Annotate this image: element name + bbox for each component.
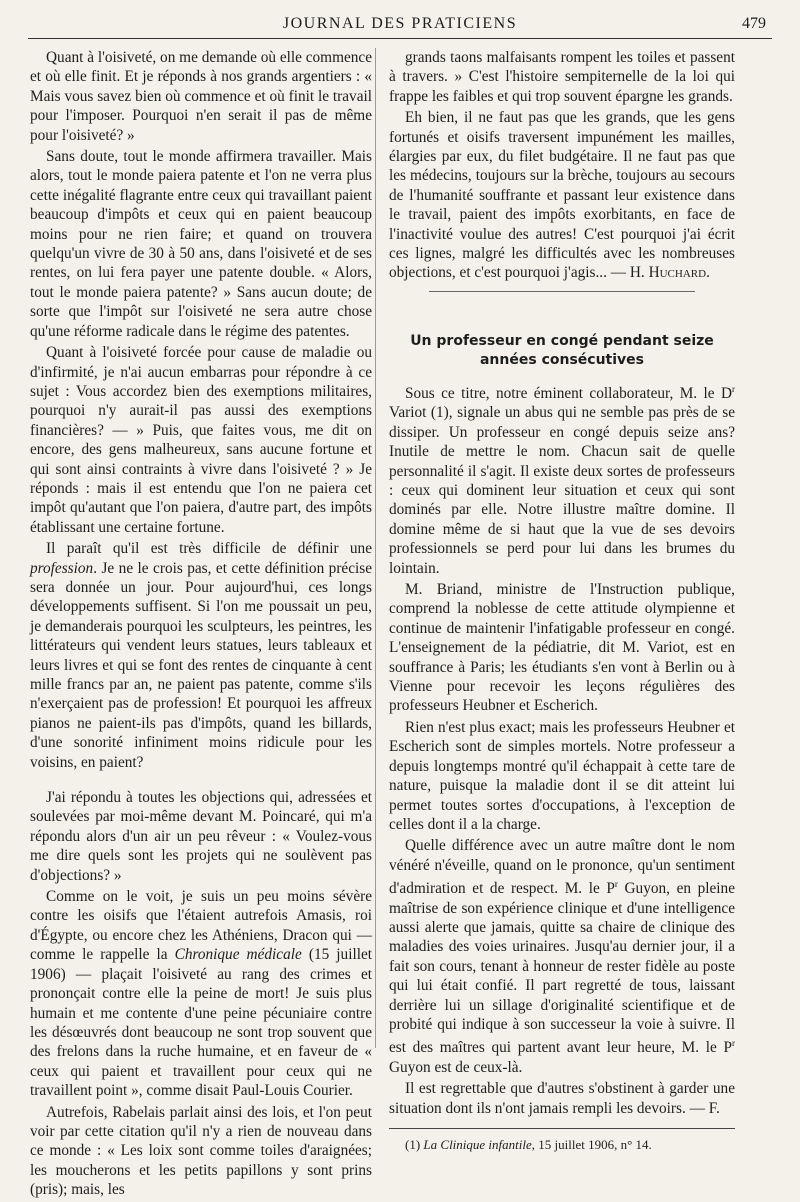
footnote bbox=[389, 1137, 735, 1153]
paragraph: Quant à l'oisiveté forcée pour cause de maladie ou d'infirmité, je n'ai aucun embarras pour répondre à ce sujet : Vous accordez bien des exemptions militaires, pourquoi n'y aurait-il pas aussi des exemptions financières? — » Puis, que faites vous, me dit on encore, des gens malheureux, sans aucune fortune et qui sont ainsi contraints à vivre dans l'oisiveté ? » Je réponds : mais il est entendu que l'on ne paiera cet impôt qu'autant que l'on paiera, d'autre part, des impôts établissant une certaine fortune. bbox=[30, 344, 372, 536]
text-run: Guyon est de ceux-là. bbox=[389, 1058, 523, 1076]
paragraph: Rien n'est plus exact; mais les professeurs Heubner et Escherich sont de simples mortels. Notre professeur a depuis longtemps montré qu'il échappait à cette tare de nature, puisque la maladie dont il se dit atteint lui permet toutes sortes d'occupations, à l'exception de celles dont il a la charge. bbox=[389, 718, 735, 833]
journal-title: JOURNAL DES PRATICIENS bbox=[282, 15, 518, 32]
paragraph bbox=[389, 108, 735, 283]
paragraph: Quant à l'oisiveté, on me demande où elle commence et où elle finit. Et je réponds à nos grands argentiers : « Mais vous savez bien où commence et où finit le travail pour l'imposer. Pourquoi n'en serait il pas de même pour l'oisiveté? » bbox=[30, 49, 372, 144]
text-run: , 15 juillet 1906, n° 14. bbox=[531, 1137, 652, 1153]
text-run: Comme on le voit, je suis un peu moins sévère contre les oisifs que l'étaient autrefois Amasis, roi d'Égypte, ou encore chez les Athéniens, Dracon qui — comme le rappelle la bbox=[30, 888, 372, 964]
footnote-rule bbox=[389, 1128, 735, 1129]
section-title: Un professeur en congé pendant seize années consécutives bbox=[410, 332, 714, 368]
left-column bbox=[30, 48, 372, 1202]
text-run: (15 juillet 1906) — plaçait l'oisiveté au rang des crimes et prononçait contre elle la peine de mort! Je suis plus humain et me contente d'une peine pécuniaire contre les désœuvrés dont beaucoup ne sont trop souvent que des frelons dans la ruche humaine, et en faveur de « ceux qui paient et travaillent pour ceux qui ne travaillent point », comme disait Paul-Louis Courier. bbox=[30, 946, 372, 1100]
superscript: r bbox=[732, 1038, 735, 1049]
paragraph bbox=[389, 836, 735, 1077]
text-run: . Je ne le crois pas, et cette définition précise sera donnée un jour. Pour aujourd'hui, ces longs développements suffisent. Si l'on me poussait un peu, je demanderais pourquoi les sculpteurs, les peintres, les littérateurs qui vendent leurs statues, leurs tableaux et leurs livres et qui se font des rentes de cinquante à cent mille francs par an, ne paient pas patente, comme s'ils n'exerçaient pas de profession! Et pourquoi les affreux pianos ne paient-ils pas d'impôts, quand les billards, d'une sonorité infiniment moins ridicule pour les voisins, en paient? bbox=[30, 559, 372, 771]
text-run: Variot (1), signale un abus qui ne semble pas près de se dissiper. Un professeur en congé depuis seize ans? Inutile de mettre le nom. Chacun sait de quelle personnalité il s'agit. Il existe deux sortes de professeurs : ceux qui dominent leur situation et ceux qui sont dominés par elle. Notre illustre maître domine. Il domine même de si haut que la vue de ses devoirs professionnels se perd pour lui dans les brumes du lointain. bbox=[389, 404, 735, 577]
paragraph: grands taons malfaisants rompent les toiles et passent à travers. » C'est l'histoire sempiternelle de la loi qui frappe les faibles et qui trop souvent épargne les grands. bbox=[389, 49, 735, 105]
text-run: Eh bien, il ne faut pas que les grands, que les gens fortunés et oisifs traversent impunément les mailles, élargies par eux, du filet budgétaire. Il ne faut pas que les médecins, toujours sur la brèche, toujours au secours de l'humanité souffrante et passant leur existence dans le travail, paient des impôts exorbitants, en face de l'inactivité voulue des autres! C'est pourquoi j'ai écrit ces lignes, malgré les difficultés avec les nombreuses objections, et c'est pourquoi j'agis... — bbox=[389, 109, 735, 282]
paragraph bbox=[30, 887, 372, 1100]
emphasis: La Clinique infantile bbox=[423, 1137, 532, 1153]
paragraph: J'ai répondu à toutes les objections qui, adressées et soulevées par moi-même devant M. Poincaré, qui m'a répondu alors d'un air un peu rêveur : « Voulez-vous me dire quels sont les projets qui ne soulèvent pas d'objections? » bbox=[30, 789, 372, 884]
text-run: Il paraît qu'il est très difficile de définir une bbox=[46, 540, 372, 558]
author-signature: H. Huchard. bbox=[629, 264, 710, 282]
superscript: r bbox=[732, 383, 735, 394]
text-run: Guyon, en pleine maîtrise de son expérience clinique et d'une intelligence aussi alerte que jamais, quitte sa chaire de clinique des maladies des voies urinaires. Jusqu'au dernier jour, il a fait son cours, tenant à honneur de rester fidèle au poste qui lui était confié. Il part regretté de tous, laissant derrière lui un sillage d'originalité scientifique et de probité qui indique à son successeur la voie à suivre. Il est des maîtres qui partent avant leur heure, M. le P bbox=[389, 880, 735, 1057]
text-run: (1) bbox=[405, 1137, 424, 1153]
text-run: Quelle différence avec un autre maître dont le nom vénéré n'éveille, quand on le prononce, qu'un sentiment d'admiration et de respect. M. le P bbox=[389, 837, 735, 898]
paragraph: Autrefois, Rabelais parlait ainsi des lois, et l'on peut voir par cette citation qu'il n'y a rien de nouveau dans ce monde : « Les loix sont comme toiles d'araignées; les moucherons et les petits papillons y sont prins (pris); mais, les bbox=[30, 1103, 372, 1199]
paragraph: M. Briand, ministre de l'Instruction publique, comprend la noblesse de cette attitude olympienne et continue de maintenir l'infatigable professeur en congé. L'enseignement de la pédiatrie, dit M. Variot, est en souffrance à Paris; les étudiants s'en vont à Berlin ou à Vienne pour recevoir les leçons régulières des professeurs Heubner et Escherich. bbox=[389, 581, 735, 715]
section-separator bbox=[429, 291, 695, 292]
text-run: Sous ce titre, notre éminent collaborateur, M. le D bbox=[405, 384, 732, 402]
right-column bbox=[389, 48, 735, 1155]
column-divider bbox=[375, 48, 376, 1048]
running-header bbox=[28, 10, 772, 39]
paragraph bbox=[30, 539, 372, 772]
paragraph bbox=[389, 380, 735, 578]
emphasis: profession bbox=[30, 559, 94, 577]
superscript: r bbox=[614, 879, 618, 890]
page-number: 479 bbox=[742, 15, 766, 32]
paragraph: Sans doute, tout le monde affirmera travailler. Mais alors, tout le monde paiera patente et l'on ne verra plus cette inégalité flagrante entre ceux qui travaillant paient beaucoup d'impôts et ceux qui en paient beaucoup moins pour ne rien faire; et quand on trouvera quelqu'un vivre de 30 à 50 ans, dans l'oisiveté et de ses rentes, on lui fera payer une patente double. « Alors, tout le monde paiera patente? » Sans aucun doute; de sorte que l'impôt sur l'oisiveté ne sera autre chose qu'une réforme radicale dans le régime des patentes. bbox=[30, 148, 372, 340]
paragraph: Il est regrettable que d'autres s'obstinent à garder une situation dont ils n'ont jamais rempli les devoirs. — F. bbox=[389, 1080, 735, 1117]
emphasis: Chronique médicale bbox=[174, 946, 302, 964]
